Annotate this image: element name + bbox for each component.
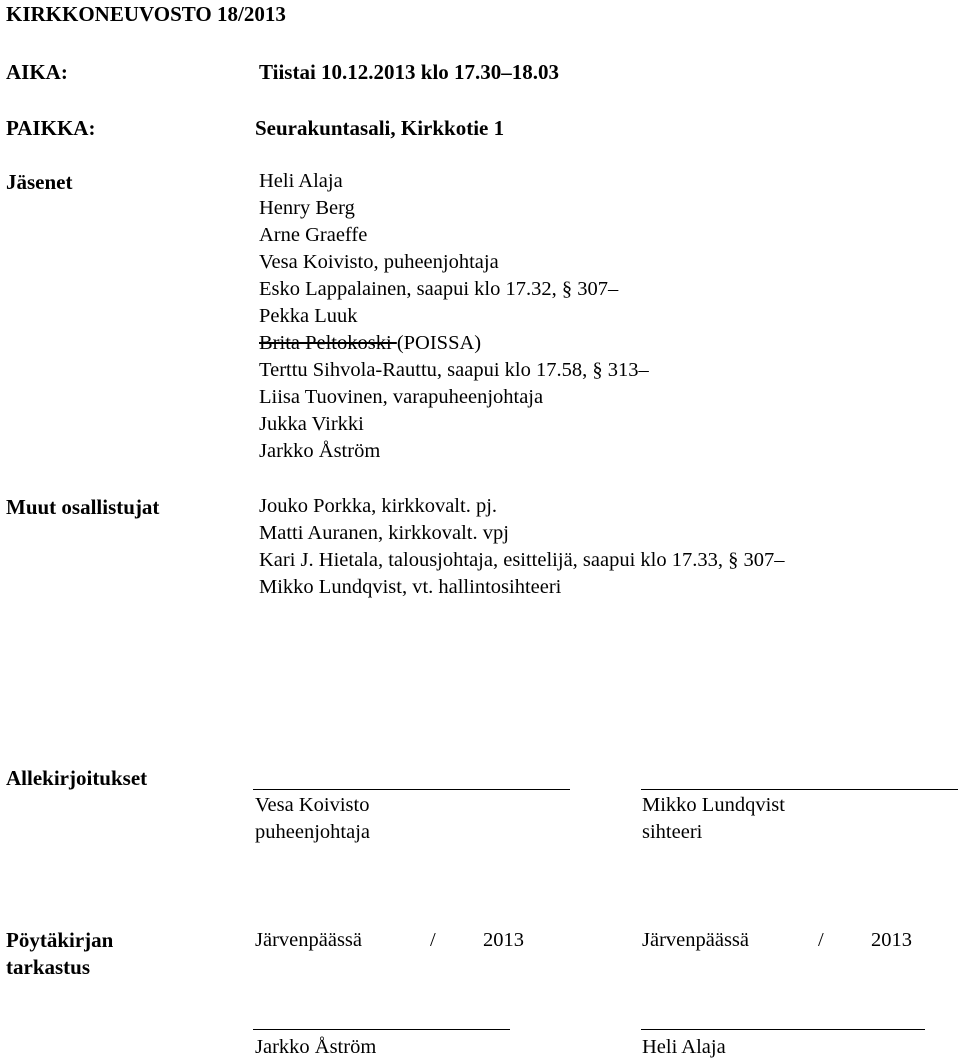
members-label: Jäsenet [6, 170, 73, 194]
review-signature-line-right [641, 1029, 925, 1030]
aika-value: Tiistai 10.12.2013 klo 17.30–18.03 [259, 60, 560, 84]
others-list [259, 493, 784, 601]
aika-label: AIKA: [6, 60, 68, 84]
document-title: KIRKKONEUVOSTO 18/2013 [6, 2, 286, 26]
review-right-separator: / [818, 929, 824, 951]
struck-name: Brita Peltokoski [259, 332, 397, 354]
paikka-label: PAIKKA: [6, 116, 96, 140]
signer-left-role: puheenjohtaja [255, 821, 370, 843]
list-item: Kari J. Hietala, talousjohtaja, esittelijä, saapui klo 17.33, § 307– [259, 549, 785, 571]
signer-right-role: sihteeri [642, 821, 703, 843]
list-item [259, 330, 649, 357]
absent-note: (POISSA) [396, 332, 482, 354]
review-label-line1: Pöytäkirjan [6, 928, 114, 952]
signatures-label: Allekirjoitukset [6, 766, 148, 790]
list-item: Matti Auranen, kirkkovalt. vpj [259, 522, 509, 544]
list-item: Jouko Porkka, kirkkovalt. pj. [259, 495, 498, 517]
review-left-place: Järvenpäässä [255, 929, 363, 951]
list-item: Pekka Luuk [259, 305, 358, 327]
list-item: Terttu Sihvola-Rauttu, saapui klo 17.58, § 313– [259, 359, 649, 381]
signature-line-left [253, 789, 570, 790]
list-item: Mikko Lundqvist, vt. hallintosihteeri [259, 576, 562, 598]
signer-left-name: Vesa Koivisto [255, 794, 370, 816]
review-left-year: 2013 [483, 929, 524, 951]
review-left-separator: / [430, 929, 436, 951]
reviewer-right-name: Heli Alaja [642, 1036, 726, 1058]
list-item: Henry Berg [259, 197, 355, 219]
review-label-line2: tarkastus [6, 955, 91, 979]
list-item: Vesa Koivisto, puheenjohtaja [259, 251, 499, 273]
list-item: Arne Graeffe [259, 224, 368, 246]
list-item: Esko Lappalainen, saapui klo 17.32, § 307– [259, 278, 619, 300]
list-item: Jarkko Åström [259, 440, 381, 462]
list-item: Jukka Virkki [259, 413, 364, 435]
list-item: Heli Alaja [259, 170, 343, 192]
members-list [259, 168, 649, 465]
review-right-year: 2013 [871, 929, 912, 951]
signature-line-right [641, 789, 958, 790]
signer-right-name: Mikko Lundqvist [642, 794, 785, 816]
review-right-place: Järvenpäässä [642, 929, 750, 951]
paikka-value: Seurakuntasali, Kirkkotie 1 [255, 116, 505, 140]
list-item: Liisa Tuovinen, varapuheenjohtaja [259, 386, 544, 408]
review-signature-line-left [253, 1029, 510, 1030]
others-label: Muut osallistujat [6, 495, 160, 519]
reviewer-left-name: Jarkko Åström [255, 1036, 377, 1058]
